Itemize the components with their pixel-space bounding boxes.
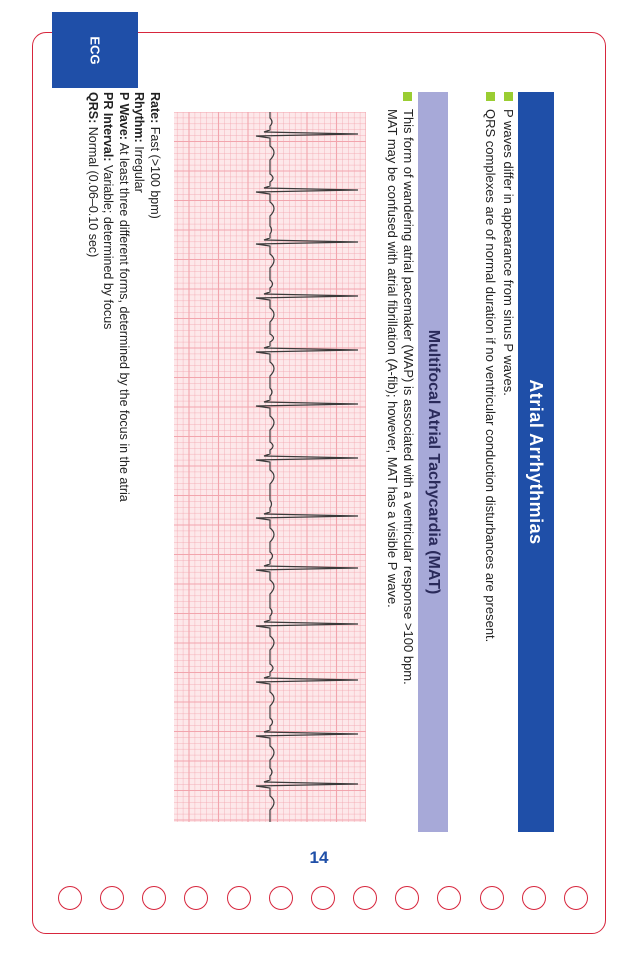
description-item: This form of wandering atrial pacemaker (WAP) is associated with a ventricular response >100 bpm. MAT may be confused with atrial fibrillation (A-fib); however, MAT has a visible P wave.	[384, 92, 416, 832]
binder-hole	[100, 886, 124, 910]
binder-hole	[142, 886, 166, 910]
section-tab-label: ECG	[87, 35, 103, 65]
binder-hole	[311, 886, 335, 910]
binder-hole	[184, 886, 208, 910]
criteria-list	[85, 92, 163, 852]
description	[384, 92, 416, 832]
bullet-square-icon	[486, 92, 495, 101]
binder-holes	[58, 886, 588, 916]
bullet-square-icon	[504, 92, 513, 101]
page-number: 14	[309, 848, 329, 867]
bullet-item: QRS complexes are of normal duration if no ventricular conduction disturbances are present.	[480, 92, 498, 852]
subsection-title: Multifocal Atrial Tachycardia (MAT)	[418, 92, 448, 832]
binder-hole	[564, 886, 588, 910]
binder-hole	[395, 886, 419, 910]
binder-hole	[58, 886, 82, 910]
bullet-item: P waves differ in appearance from sinus P waves.	[498, 92, 516, 852]
section-title: Atrial Arrhythmias	[518, 92, 554, 832]
binder-hole	[353, 886, 377, 910]
binder-hole	[522, 886, 546, 910]
binder-hole	[269, 886, 293, 910]
binder-hole	[227, 886, 251, 910]
criteria-p-wave: P Wave: At least three different forms, determined by the focus in the atria	[117, 92, 131, 502]
binder-hole	[480, 886, 504, 910]
criteria-rate: Rate: Fast (>100 bpm)	[148, 92, 162, 219]
section-bullets	[480, 92, 516, 852]
bullet-square-icon	[403, 92, 412, 101]
criteria-pr-interval: PR Interval: Variable; determined by focus	[101, 92, 116, 330]
criteria-rhythm: Rhythm: Irregular	[132, 92, 147, 193]
binder-hole	[437, 886, 461, 910]
criteria-qrs: QRS: Normal (0.06–0.10 sec)	[86, 92, 100, 258]
ecg-rhythm-strip	[174, 112, 366, 822]
